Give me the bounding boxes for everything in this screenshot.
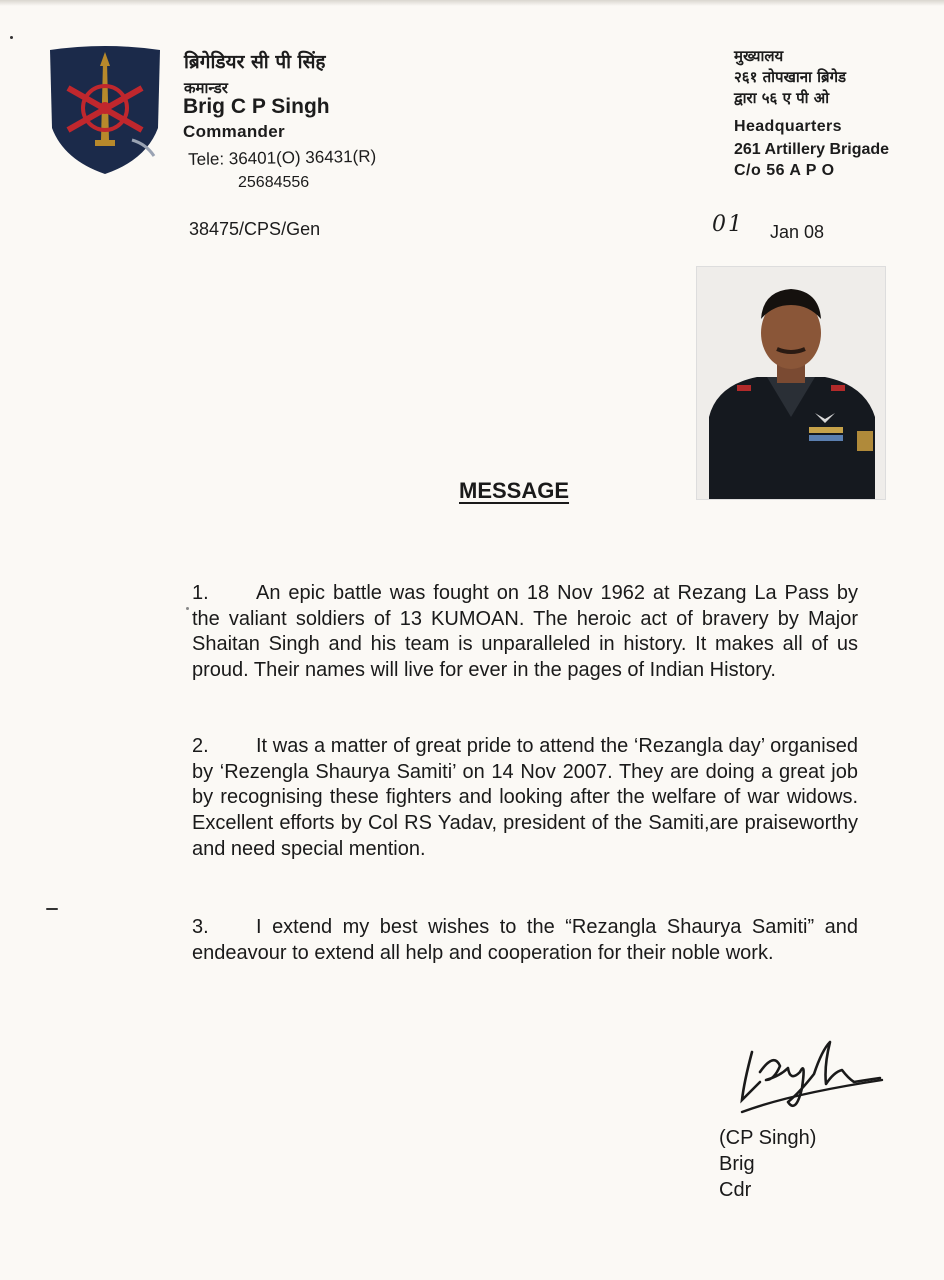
brigade-hindi: २६१ तोपखाना ब्रिगेड <box>734 68 847 86</box>
date-month-year: Jan 08 <box>770 222 825 242</box>
artillery-regiment-emblem-icon <box>46 44 164 176</box>
paper-speck <box>46 908 58 910</box>
message-title: MESSAGE <box>459 478 570 503</box>
officer-name-hindi: ब्रिगेडियर सी पी सिंह <box>184 51 326 73</box>
officer-portrait-photo <box>696 266 886 500</box>
signoff-block <box>719 1125 816 1203</box>
message-paragraph-2 <box>192 734 858 863</box>
paragraph-number: 3. <box>192 916 209 938</box>
signatory-appointment: Cdr <box>719 1179 752 1201</box>
telephone-alt-number: 25684556 <box>238 174 310 191</box>
paper-speck <box>10 36 13 39</box>
officer-name: Brig C P Singh <box>183 95 330 118</box>
apo-hindi: द्वारा ५६ ए पी ओ <box>734 89 830 107</box>
officer-title-hindi: कमान्डर <box>184 79 228 97</box>
reference-number: 38475/CPS/Gen <box>189 219 321 239</box>
paper-speck <box>186 607 189 610</box>
message-paragraph-3 <box>192 915 858 966</box>
message-paragraph-1 <box>192 581 858 684</box>
paragraph-number: 2. <box>192 735 209 757</box>
telephone-numbers: Tele: 36401(O) 36431(R) <box>188 146 377 169</box>
paper-edge <box>0 0 944 6</box>
hq-label-hindi: मुख्यालय <box>734 47 784 65</box>
date-day-handwritten: 01 <box>712 212 744 237</box>
apo-address: C/o 56 A P O <box>734 162 835 179</box>
paragraph-text: An epic battle was fought on 18 Nov 1962 at Rezang La Pass by the valiant soldiers of 13 KUMOAN. The heroic act of bravery by Major Shaitan Singh and his team is unparalleled in history. It makes all of us proud. Their names will live for ever in the pages of Indian History. <box>192 582 858 682</box>
signatory-name: (CP Singh) <box>719 1127 817 1149</box>
hq-label: Headquarters <box>734 118 842 135</box>
officer-title: Commander <box>183 122 285 141</box>
signatory-rank: Brig <box>719 1153 755 1175</box>
handwritten-signature-icon <box>730 1022 886 1122</box>
paragraph-text: I extend my best wishes to the “Rezangla Shaurya Samiti” and endeavour to extend all help and cooperation for their noble work. <box>192 916 858 964</box>
paragraph-number: 1. <box>192 582 209 604</box>
officer-portrait-icon <box>697 267 885 499</box>
brigade-name: 261 Artillery Brigade <box>734 141 890 158</box>
paragraph-text: It was a matter of great pride to attend the ‘Rezangla day’ organised by ‘Rezengla Shaurya Samiti’ on 14 Nov 2007. They are doing a great job by recognising these fighters and looking after the welfare of war widows. Excellent efforts by Col RS Yadav, president of the Samiti,are praiseworthy and need special mention. <box>192 735 858 860</box>
